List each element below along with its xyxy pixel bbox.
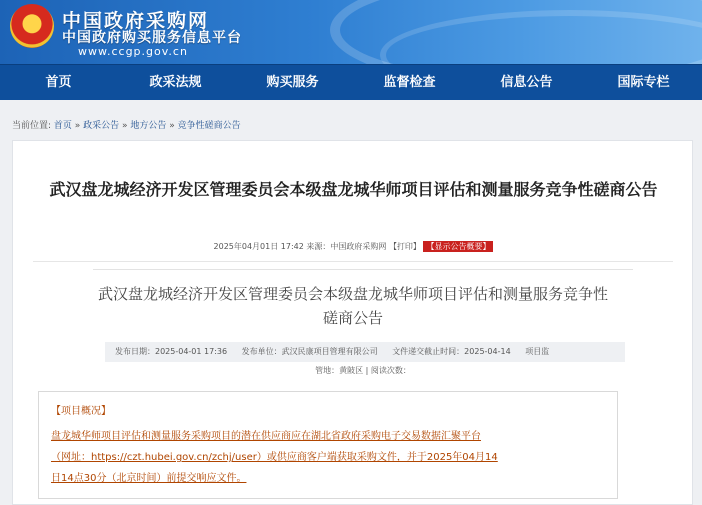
site-subtitle: 中国政府购买服务信息平台 [62, 30, 242, 46]
project-overview [38, 391, 618, 499]
overview-line3: 日14点30分（北京时间）前提交响应文件。 [51, 473, 247, 484]
breadcrumb-local[interactable]: 地方公告 [130, 121, 167, 131]
nav-international[interactable]: 国际专栏 [617, 75, 670, 90]
nav-announcements[interactable]: 信息公告 [500, 75, 553, 90]
breadcrumb-announcements[interactable]: 政采公告 [83, 121, 120, 131]
nav-purchase-services[interactable]: 购买服务 [266, 75, 319, 90]
nav-supervision[interactable]: 监督检查 [383, 75, 436, 90]
site-name[interactable]: 中国政府采购网 [62, 10, 210, 32]
main-nav [0, 64, 702, 100]
nav-regulations[interactable]: 政采法规 [149, 75, 202, 90]
breadcrumb-home[interactable]: 首页 [53, 121, 72, 131]
print-link[interactable]: 【打印】 [388, 242, 421, 251]
notice-project-tail: 项目监 [525, 347, 550, 356]
notice-info-bar [105, 342, 625, 362]
site-url: www.ccgp.gov.cn [78, 45, 188, 58]
nav-home[interactable]: 首页 [45, 75, 72, 90]
page-title: 武汉盘龙城经济开发区管理委员会本级盘龙城华师项目评估和测量服务竞争性磋商公告 [49, 180, 658, 199]
overview-line1: 盘龙城华师项目评估和测量服务采购项目的潜在供应商应在湖北省政府采购电子交易数据汇聚平台 [51, 431, 481, 442]
article-meta [13, 241, 694, 252]
site-header [0, 0, 702, 64]
notice-views: 阅读次数： [370, 366, 411, 375]
breadcrumb-prefix: 当前位置: [12, 121, 52, 131]
overview-text [51, 426, 611, 489]
divider [33, 261, 673, 262]
publish-time: 2025年04月01日 17:42 [213, 242, 304, 251]
content-panel [12, 140, 693, 505]
notice-info-line2: 管地：黄陂区 | 阅读次数： [315, 366, 411, 375]
notice-region: 管地：黄陂区 [315, 366, 364, 375]
national-emblem-icon[interactable] [10, 4, 54, 48]
notice-title: 武汉盘龙城经济开发区管理委员会本级盘龙城华师项目评估和测量服务竞争性磋商公告 [97, 285, 608, 327]
source: 来源：中国政府采购网 [306, 242, 387, 251]
overview-heading: 【项目概况】 [51, 406, 111, 417]
overview-line2[interactable]: （网址：https://czt.hubei.gov.cn/zchj/user）或供应商客户端获取采购文件，并于2025年04月14 [51, 452, 498, 463]
breadcrumb: 当前位置: 首页 » 政采公告 » 地方公告 » 竞争性磋商公告 [12, 121, 241, 131]
show-summary-button[interactable]: 【显示公告概要】 [423, 241, 493, 252]
breadcrumb-consultation[interactable]: 竞争性磋商公告 [177, 121, 241, 131]
notice-publish-date: 发布日期：2025-04-01 17:36 [115, 347, 228, 356]
notice-deadline: 文件递交截止时间：2025-04-14 [392, 347, 511, 356]
notice-publisher: 发布单位：武汉民康项目管理有限公司 [241, 347, 378, 356]
